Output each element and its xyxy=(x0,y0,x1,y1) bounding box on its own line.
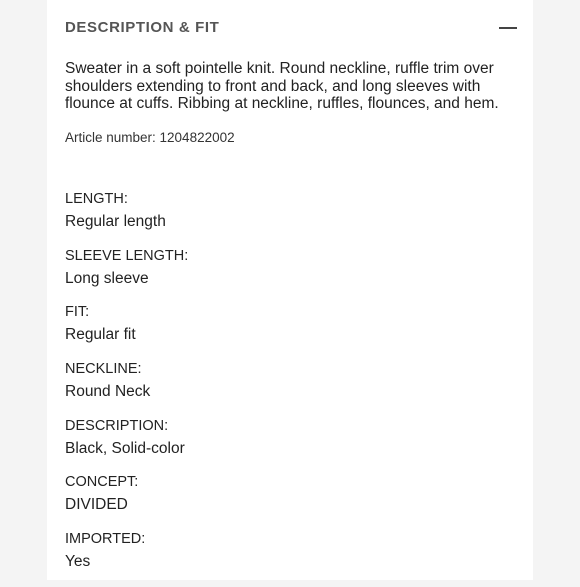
attribute-value: Regular length xyxy=(65,213,166,230)
attribute-list xyxy=(65,190,520,587)
attribute-description xyxy=(65,417,520,474)
attribute-value: Yes xyxy=(65,553,91,571)
attribute-value: Regular fit xyxy=(65,326,136,344)
attribute-value: DIVIDED xyxy=(65,496,128,514)
attribute-label: DESCRIPTION: xyxy=(65,417,169,434)
attribute-sleeve-length xyxy=(65,247,520,304)
attribute-length xyxy=(65,190,520,247)
attribute-imported xyxy=(65,530,520,587)
attribute-value: Long sleeve xyxy=(65,269,149,287)
attribute-value: Round Neck xyxy=(65,383,151,401)
minus-icon[interactable] xyxy=(499,21,517,35)
section-title: DESCRIPTION & FIT xyxy=(65,19,220,36)
attribute-fit xyxy=(65,303,520,360)
section-header[interactable] xyxy=(65,18,520,40)
article-number: Article number: 1204822002 xyxy=(65,130,235,145)
attribute-label: SLEEVE LENGTH: xyxy=(65,247,189,264)
attribute-label: IMPORTED: xyxy=(65,531,146,548)
attribute-label: FIT: xyxy=(65,304,90,321)
attribute-label: LENGTH: xyxy=(65,191,128,207)
attribute-concept xyxy=(65,473,520,530)
attribute-label: CONCEPT: xyxy=(65,474,139,491)
attribute-label: NECKLINE: xyxy=(65,361,142,378)
product-description: Sweater in a soft pointelle knit. Round neckline, ruffle trim over shoulders extending to front and back, and long sleeves with flounce at cuffs. Ribbing at neckline, ruffles, flounces, and hem. xyxy=(65,60,499,112)
attribute-neckline xyxy=(65,360,520,417)
attribute-value: Black, Solid-color xyxy=(65,439,185,457)
